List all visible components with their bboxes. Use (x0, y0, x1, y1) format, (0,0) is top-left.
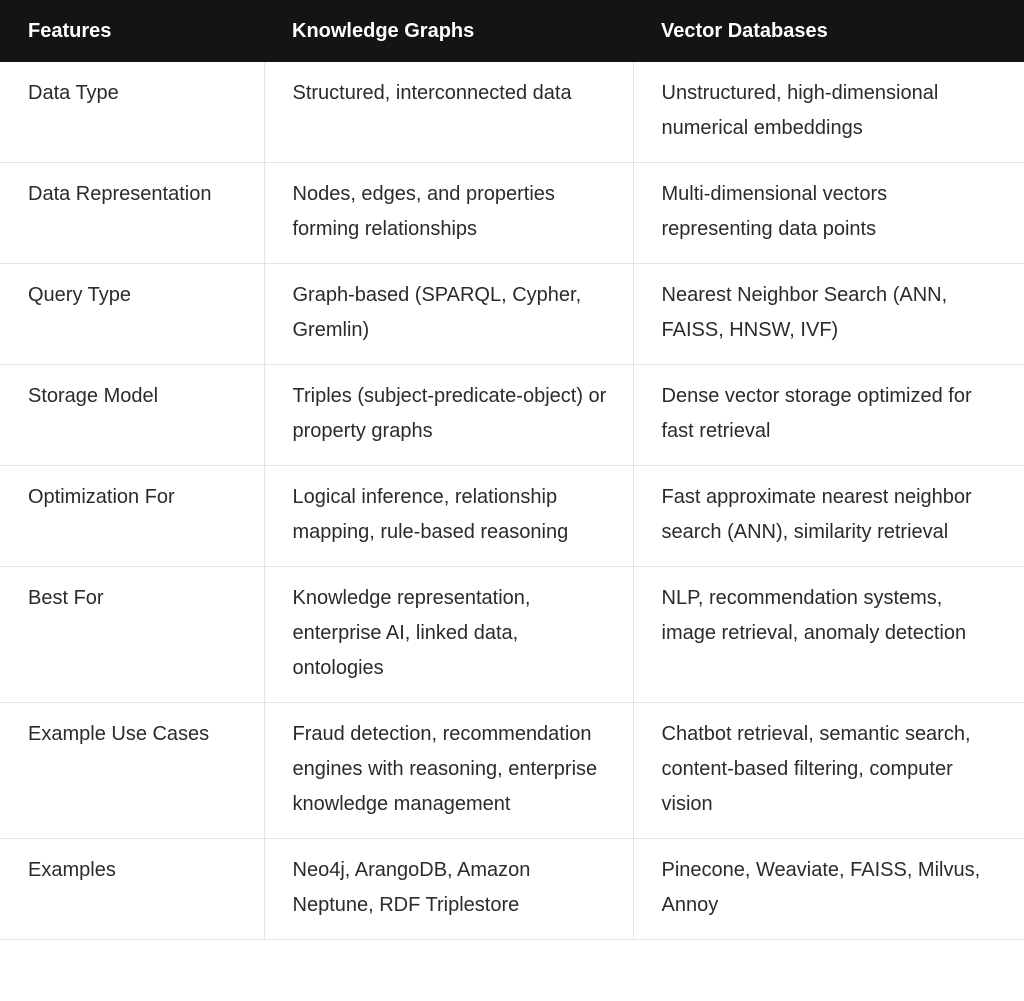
knowledge-graphs-cell: Structured, interconnected data (264, 62, 633, 163)
vector-databases-cell: Dense vector storage optimized for fast retrieval (633, 365, 1024, 466)
feature-cell: Data Representation (0, 163, 264, 264)
feature-cell: Data Type (0, 62, 264, 163)
header-vector-databases: Vector Databases (661, 19, 828, 42)
feature-cell: Optimization For (0, 466, 264, 567)
table-header (0, 0, 1024, 62)
knowledge-graphs-cell: Logical inference, relationship mapping, rule-based reasoning (264, 466, 633, 567)
knowledge-graphs-cell: Fraud detection, recommendation engines with reasoning, enterprise knowledge management (264, 703, 633, 839)
table-row (0, 163, 1024, 264)
table-row (0, 567, 1024, 703)
table-row (0, 703, 1024, 839)
table-row (0, 62, 1024, 163)
knowledge-graphs-cell: Knowledge representation, enterprise AI, linked data, ontologies (264, 567, 633, 703)
vector-databases-cell: Chatbot retrieval, semantic search, content-based filtering, computer vision (633, 703, 1024, 839)
table-body (0, 62, 1024, 940)
feature-cell: Best For (0, 567, 264, 703)
feature-cell: Query Type (0, 264, 264, 365)
knowledge-graphs-cell: Nodes, edges, and properties forming relationships (264, 163, 633, 264)
table-row (0, 365, 1024, 466)
header-features: Features (28, 19, 112, 42)
knowledge-graphs-cell: Triples (subject-predicate-object) or property graphs (264, 365, 633, 466)
vector-databases-cell: Fast approximate nearest neighbor search (ANN), similarity retrieval (633, 466, 1024, 567)
header-row (0, 0, 1024, 62)
table-row (0, 466, 1024, 567)
table-row (0, 264, 1024, 365)
vector-databases-cell: Multi-dimensional vectors representing data points (633, 163, 1024, 264)
feature-cell: Example Use Cases (0, 703, 264, 839)
header-knowledge-graphs: Knowledge Graphs (292, 19, 475, 42)
table-row (0, 839, 1024, 940)
vector-databases-cell: NLP, recommendation systems, image retrieval, anomaly detection (633, 567, 1024, 703)
knowledge-graphs-cell: Neo4j, ArangoDB, Amazon Neptune, RDF Triplestore (264, 839, 633, 940)
feature-cell: Storage Model (0, 365, 264, 466)
vector-databases-cell: Pinecone, Weaviate, FAISS, Milvus, Annoy (633, 839, 1024, 940)
vector-databases-cell: Unstructured, high-dimensional numerical embeddings (633, 62, 1024, 163)
vector-databases-cell: Nearest Neighbor Search (ANN, FAISS, HNSW, IVF) (633, 264, 1024, 365)
knowledge-graphs-cell: Graph-based (SPARQL, Cypher, Gremlin) (264, 264, 633, 365)
feature-cell: Examples (0, 839, 264, 940)
